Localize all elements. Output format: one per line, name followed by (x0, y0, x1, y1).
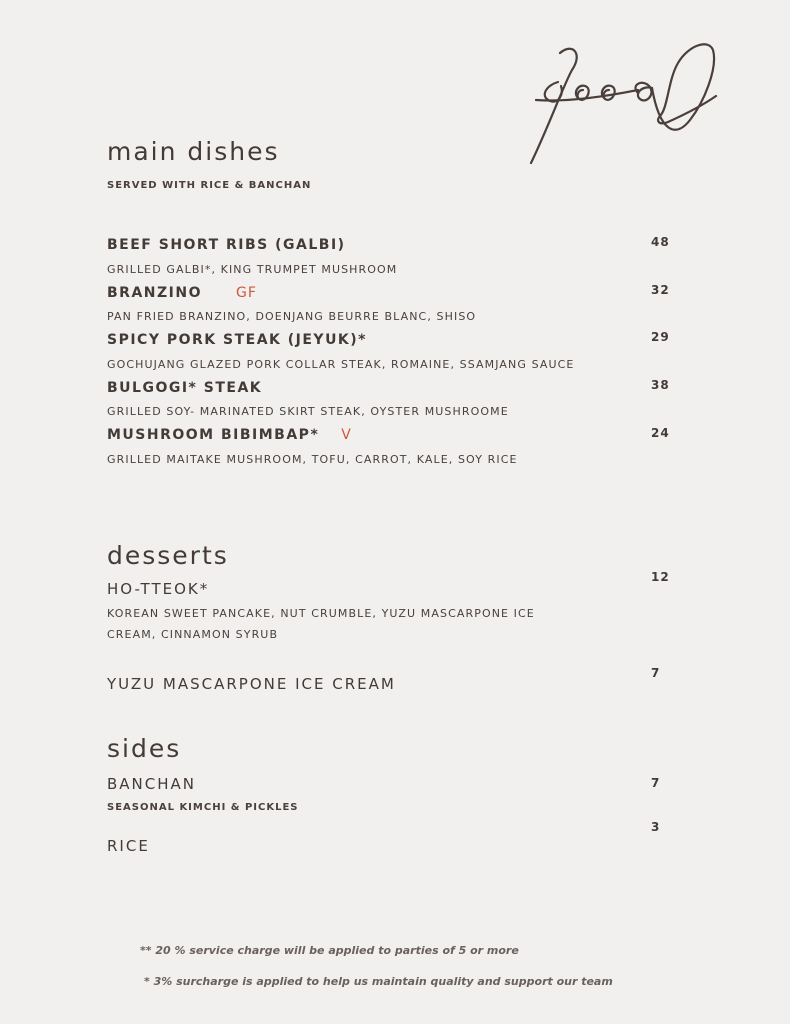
item-desc-hotteok-line1: KOREAN SWEET PANCAKE, NUT CRUMBLE, YUZU MASCARPONE ICE (107, 607, 535, 620)
item-desc-jeyuk: GOCHUJANG GLAZED PORK COLLAR STEAK, ROMAINE, SSAMJANG SAUCE (107, 358, 575, 371)
price-branzino: 32 (651, 283, 670, 297)
price-rice: 3 (651, 820, 661, 834)
main-dishes-subtitle: SERVED WITH RICE & BANCHAN (107, 180, 312, 191)
gluten-free-badge: GF (235, 285, 257, 301)
item-desc-hotteok-line2: CREAM, CINNAMON SYRUB (107, 628, 279, 641)
item-desc-banchan: SEASONAL KIMCHI & PICKLES (107, 802, 299, 813)
item-name-hotteok: HO-TTEOK* (107, 580, 210, 598)
item-name-galbi: BEEF SHORT RIBS (GALBI) (107, 237, 346, 253)
price-galbi: 48 (651, 235, 670, 249)
item-desc-bulgogi: GRILLED SOY- MARINATED SKIRT STEAK, OYSTER MUSHROOME (107, 405, 509, 418)
item-name-bulgogi: BULGOGI* STEAK (107, 380, 263, 396)
item-name-branzino (107, 286, 257, 300)
item-name-rice: RICE (107, 837, 150, 855)
price-bulgogi: 38 (651, 378, 670, 392)
item-desc-galbi: GRILLED GALBI*, KING TRUMPET MUSHROOM (107, 263, 398, 276)
item-desc-branzino: PAN FRIED BRANZINO, DOENJANG BEURRE BLANC, SHISO (107, 310, 477, 323)
desserts-title: desserts (107, 541, 229, 570)
item-name-jeyuk: SPICY PORK STEAK (JEYUK)* (107, 332, 368, 348)
item-name-label: MUSHROOM BIBIMBAP* (107, 427, 320, 443)
item-desc-bibimbap: GRILLED MAITAKE MUSHROOM, TOFU, CARROT, KALE, SOY RICE (107, 453, 518, 466)
price-yuzu-ice-cream: 7 (651, 666, 661, 680)
price-banchan: 7 (651, 776, 661, 790)
food-script-title (528, 38, 723, 168)
service-charge-note: ** 20 % service charge will be applied to parties of 5 or more (140, 944, 519, 957)
item-name-bibimbap (107, 428, 352, 442)
price-jeyuk: 29 (651, 330, 670, 344)
vegan-badge: V (341, 427, 352, 443)
sides-title: sides (107, 734, 182, 763)
item-name-banchan: BANCHAN (107, 775, 197, 793)
item-name-yuzu-ice-cream: YUZU MASCARPONE ICE CREAM (107, 675, 396, 693)
item-name-label: BRANZINO (107, 285, 202, 301)
main-dishes-title: main dishes (107, 137, 280, 166)
surcharge-note: * 3% surcharge is applied to help us maintain quality and support our team (144, 975, 613, 988)
price-bibimbap: 24 (651, 426, 670, 440)
price-hotteok: 12 (651, 570, 670, 584)
